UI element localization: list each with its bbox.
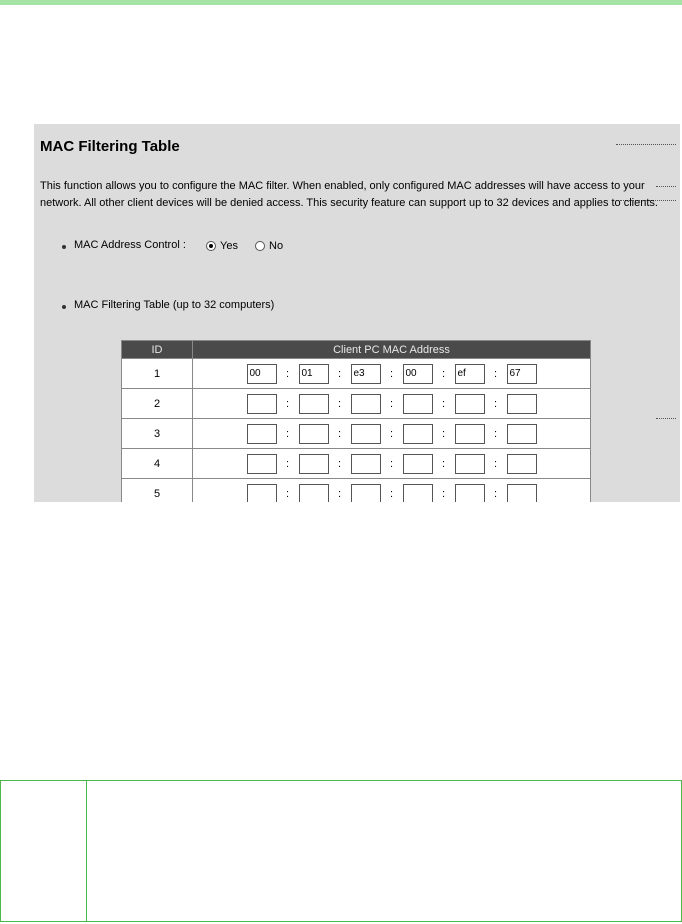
mac-separator: : [389,487,394,500]
mac-control-label: MAC Address Control : [74,239,186,251]
mac-separator: : [337,427,342,440]
note-box-divider [86,781,87,921]
mac-octet-input[interactable] [455,484,485,503]
mac-octet-input[interactable] [299,484,329,503]
mac-separator: : [285,397,290,410]
mac-octet-input[interactable] [403,484,433,503]
mac-address-cell [193,359,591,389]
mac-separator: : [337,487,342,500]
id-column-header: ID [122,341,193,359]
mac-octet-input[interactable] [351,484,381,503]
page-description: This function allows you to configure the MAC filter. When enabled, only configured MAC addresses will have access to your network. All other client devices will be denied access. This security feature can support up to 32 devices and applies to clients. [40,180,658,209]
mac-separator: : [389,397,394,410]
mac-separator: : [441,487,446,500]
table-row [122,359,591,389]
mac-separator: : [493,397,498,410]
mac-address-cell [193,479,591,503]
mac-separator: : [493,427,498,440]
mac-separator: : [285,457,290,470]
mac-separator: : [441,367,446,380]
mac-separator: : [337,397,342,410]
top-accent-bar [0,0,682,5]
mac-octet-input[interactable] [351,394,381,414]
mac-separator: : [441,457,446,470]
mac-octet-input[interactable] [247,484,277,503]
mac-separator: : [337,367,342,380]
row-id: 5 [122,479,193,503]
decorative-dots [656,418,676,419]
mac-octet-input[interactable] [455,454,485,474]
mac-octet-input[interactable] [299,424,329,444]
mac-separator: : [493,457,498,470]
mac-separator: : [389,427,394,440]
mac-table-section-label: MAC Filtering Table (up to 32 computers) [74,299,275,311]
mac-separator: : [389,457,394,470]
mac-separator: : [285,427,290,440]
mac-separator: : [493,487,498,500]
row-id: 2 [122,389,193,419]
mac-separator: : [493,367,498,380]
mac-octet-input[interactable] [455,424,485,444]
mac-column-header: Client PC MAC Address [193,341,591,359]
mac-octet-input[interactable] [351,424,381,444]
mac-separator: : [441,427,446,440]
mac-address-cell [193,419,591,449]
mac-filtering-table [121,340,591,502]
mac-octet-input[interactable] [507,394,537,414]
table-row [122,449,591,479]
mac-octet-input[interactable] [247,394,277,414]
page-title: MAC Filtering Table [40,138,180,155]
mac-octet-input[interactable] [507,484,537,503]
mac-octet-input[interactable] [403,424,433,444]
bullet-icon [62,245,66,249]
mac-address-cell [193,449,591,479]
mac-octet-input[interactable] [507,424,537,444]
mac-octet-input[interactable] [455,364,485,384]
mac-octet-input[interactable] [507,454,537,474]
table-row [122,389,591,419]
row-id: 1 [122,359,193,389]
mac-octet-input[interactable] [247,364,277,384]
row-id: 4 [122,449,193,479]
mac-separator: : [285,487,290,500]
mac-separator: : [337,457,342,470]
mac-octet-input[interactable] [351,454,381,474]
decorative-dots [616,144,676,145]
bullet-icon [62,305,66,309]
mac-separator: : [285,367,290,380]
mac-control-yes-label: Yes [220,240,238,252]
mac-octet-input[interactable] [351,364,381,384]
mac-control-yes-radio[interactable] [206,241,216,251]
table-row [122,479,591,503]
mac-control-no-radio[interactable] [255,241,265,251]
mac-octet-input[interactable] [403,394,433,414]
mac-control-no-label: No [269,240,284,252]
mac-octet-input[interactable] [403,454,433,474]
row-id: 3 [122,419,193,449]
mac-octet-input[interactable] [507,364,537,384]
mac-separator: : [389,367,394,380]
mac-octet-input[interactable] [455,394,485,414]
mac-octet-input[interactable] [247,424,277,444]
mac-octet-input[interactable] [299,454,329,474]
mac-address-cell [193,389,591,419]
mac-separator: : [441,397,446,410]
table-header-row [122,341,591,359]
mac-octet-input[interactable] [403,364,433,384]
table-row [122,419,591,449]
mac-filter-panel [34,124,680,502]
note-box [0,780,682,922]
mac-octet-input[interactable] [247,454,277,474]
mac-octet-input[interactable] [299,364,329,384]
mac-octet-input[interactable] [299,394,329,414]
